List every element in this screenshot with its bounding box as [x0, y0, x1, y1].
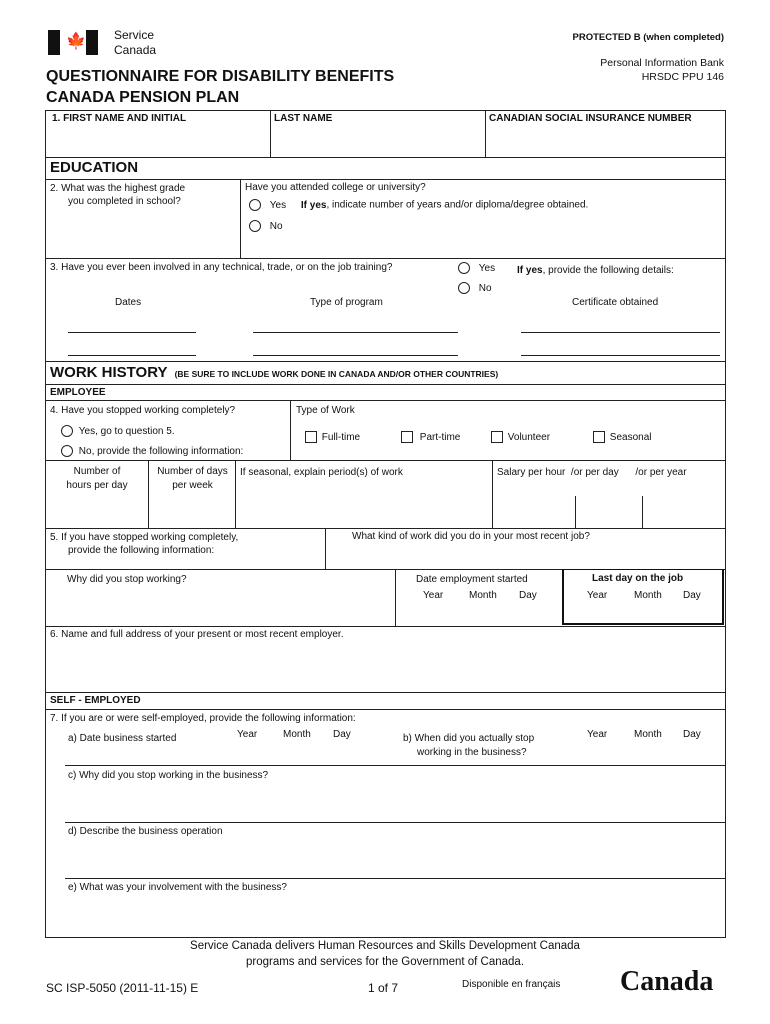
part-time-label: Part-time [419, 431, 461, 443]
if-yes-bold: If yes [300, 199, 327, 211]
first-name-field[interactable] [46, 126, 269, 156]
self-employed-subheading: SELF - EMPLOYED [50, 695, 141, 706]
dates-input-line-1[interactable] [68, 332, 196, 333]
certificate-column-label: Certificate obtained [572, 297, 659, 308]
q3-no-option[interactable] [458, 282, 492, 294]
volunteer-label: Volunteer [507, 431, 551, 443]
stop-business-label: b) When did you actually stop working in the business? [403, 733, 535, 758]
seasonal-label: Seasonal [609, 431, 652, 443]
employee-subheading: EMPLOYEE [50, 387, 106, 398]
type-of-work-label: Type of Work [296, 405, 355, 416]
q7-label: 7. If you are or were self-employed, provide the following information: [50, 713, 356, 724]
seasonal-option[interactable] [593, 431, 651, 443]
sin-field[interactable] [486, 126, 724, 156]
involvement-label: e) What was your involvement with the business? [68, 882, 287, 893]
business-stop-year-label: Year [587, 729, 608, 740]
page-number: 1 of 7 [368, 981, 399, 995]
college-question: Have you attended college or university? [245, 182, 426, 193]
program-input-line-1[interactable] [253, 332, 458, 333]
education-heading: EDUCATION [50, 159, 139, 176]
business-start-month-label: Month [283, 729, 311, 740]
business-start-year-label: Year [237, 729, 258, 740]
last-name-label: LAST NAME [274, 113, 333, 124]
program-input-line-2[interactable] [253, 355, 458, 356]
part-time-checkbox[interactable] [401, 431, 413, 443]
form-title: QUESTIONNAIRE FOR DISABILITY BENEFITS CANADA PENSION PLAN [46, 68, 395, 106]
dates-input-line-2[interactable] [68, 355, 196, 356]
days-per-week-label: Number of days per week [157, 466, 228, 491]
q3-no-radio[interactable] [458, 282, 470, 294]
q4-label: 4. Have you stopped working completely? [50, 405, 236, 416]
last-day-label: Last day on the job [592, 573, 684, 584]
agency-name: Service Canada [114, 28, 157, 57]
college-no-radio[interactable] [249, 220, 261, 232]
college-no-option[interactable] [249, 220, 283, 232]
business-start-day-label: Day [333, 729, 351, 740]
q4-yes-option[interactable] [61, 425, 175, 437]
hours-per-day-label: Number of hours per day [66, 466, 128, 491]
q4-yes-radio[interactable] [61, 425, 73, 437]
q4-yes-label: Yes, go to question 5. [78, 425, 175, 437]
last-day-day-label: Day [683, 590, 701, 601]
q5-label: 5. If you have stopped working completely, provide the following information: [50, 532, 239, 556]
footer-statement: Service Canada delivers Human Resources and Skills Development Canada programs and services for the Government of Canada. [190, 940, 580, 968]
started-day-label: Day [519, 590, 537, 601]
certificate-input-line-2[interactable] [521, 355, 720, 356]
last-month-label: Month [634, 590, 662, 601]
q3-yes-radio[interactable] [458, 262, 470, 274]
college-yes-option[interactable] [249, 199, 588, 211]
full-time-checkbox[interactable] [305, 431, 317, 443]
last-name-field[interactable] [271, 126, 484, 156]
work-history-heading: WORK HISTORY (BE SURE TO INCLUDE WORK DONE IN CANADA AND/OR OTHER COUNTRIES) [50, 364, 499, 381]
recent-job-label: What kind of work did you do in your most recent job? [352, 531, 590, 542]
date-business-started-label: a) Date business started [68, 733, 177, 744]
dates-column-label: Dates [115, 297, 142, 308]
form-number: SC ISP-5050 (2011-11-15) E [46, 981, 199, 995]
college-yes-radio[interactable] [249, 199, 261, 211]
q3-yes-label: Yes [478, 262, 496, 274]
q4-no-label: No, provide the following information: [78, 445, 244, 457]
pib-label: Personal Information Bank HRSDC PPU 146 [600, 57, 724, 83]
sin-label: CANADIAN SOCIAL INSURANCE NUMBER [489, 113, 692, 124]
q3-label: 3. Have you ever been involved in any technical, trade, or on the job training? [50, 262, 393, 273]
first-name-label: 1. FIRST NAME AND INITIAL [52, 113, 187, 124]
q4-no-option[interactable] [61, 445, 243, 457]
why-stop-label: Why did you stop working? [67, 574, 187, 585]
protected-label: PROTECTED B (when completed) [572, 32, 724, 43]
program-column-label: Type of program [310, 297, 383, 308]
seasonal-explain-label: If seasonal, explain period(s) of work [240, 467, 403, 478]
q2-label: 2. What was the highest grade you completed in school? [50, 183, 186, 207]
q3-yes-option[interactable] [458, 262, 495, 274]
if-yes-text: , indicate number of years and/or diploma/degree obtained. [326, 199, 589, 211]
business-stop-day-label: Day [683, 729, 701, 740]
canada-flag-logo [48, 30, 98, 55]
last-year-label: Year [587, 590, 608, 601]
salary-label: Salary per hour /or per day /or per year [497, 467, 687, 478]
certificate-input-line-1[interactable] [521, 332, 720, 333]
started-month-label: Month [469, 590, 497, 601]
volunteer-checkbox[interactable] [491, 431, 503, 443]
college-no-label: No [269, 220, 283, 232]
q3-no-label: No [478, 282, 492, 294]
q3-if-yes: If yes, provide the following details: [517, 265, 674, 276]
describe-business-label: d) Describe the business operation [68, 826, 223, 837]
why-stop-business-label: c) Why did you stop working in the business? [68, 770, 269, 781]
q6-label: 6. Name and full address of your present or most recent employer. [50, 629, 344, 640]
college-yes-label: Yes [269, 199, 287, 211]
maple-leaf-icon: 🍁 [66, 33, 86, 50]
full-time-option[interactable] [305, 431, 360, 443]
q4-no-radio[interactable] [61, 445, 73, 457]
french-available-link[interactable]: Disponible en français [462, 979, 561, 990]
date-started-label: Date employment started [416, 574, 528, 585]
seasonal-checkbox[interactable] [593, 431, 605, 443]
volunteer-option[interactable] [491, 431, 550, 443]
canada-wordmark: Canada [620, 966, 714, 997]
started-year-label: Year [423, 590, 444, 601]
full-time-label: Full-time [321, 431, 361, 443]
business-stop-month-label: Month [634, 729, 662, 740]
part-time-option[interactable] [401, 431, 460, 443]
